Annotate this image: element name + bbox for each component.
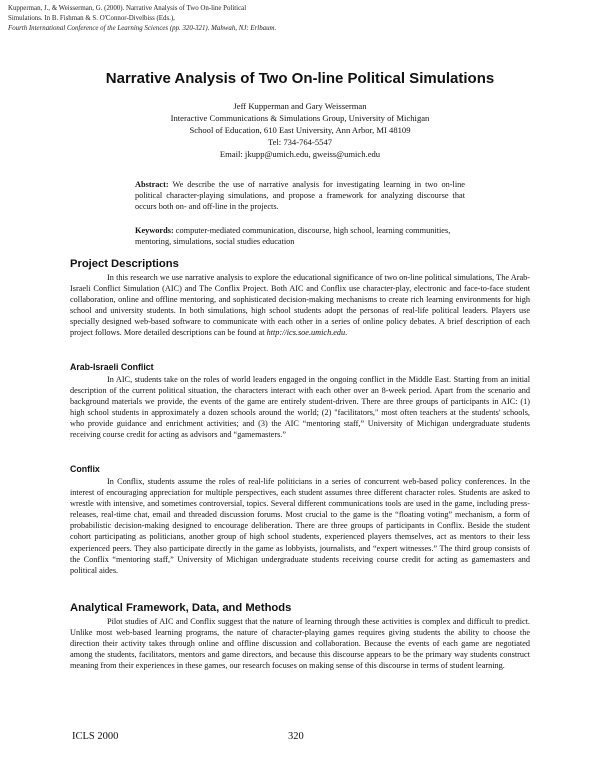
citation-line-3: Fourth International Conference of the Learning Sciences (pp. 320-321). Mahwah, NJ: Erlbaum. — [8, 25, 277, 32]
abstract-label: Abstract: — [135, 180, 169, 189]
abstract — [135, 179, 465, 212]
section-heading-conflix: Conflix — [70, 464, 100, 474]
section-text-project — [70, 272, 530, 339]
paper-title: Narrative Analysis of Two On-line Political Simulations — [105, 70, 495, 87]
section-text-framework: Pilot studies of AIC and Conflix suggest that the nature of learning through these activities is complex and difficult to predict. Unlike most web-based learning programs, the nature of character-playing games requires giving students the ability to choose the direction their activity takes through online and offline discussion and collaboration. Because the events of each game are negotiated among the students, facilitators, mentors and game directors, and because this discourse appears to be the primary way students construct meaning from their experiences in these games, our research focuses on making sense of this discourse in terms of student learning. — [70, 617, 530, 671]
citation-line-2: Simulations. In B. Fishman & S. O'Connor-Divelbiss (Eds.), — [8, 15, 175, 22]
author-block — [0, 100, 600, 160]
footer-page-number: 320 — [288, 731, 304, 742]
keywords-label: Keywords: — [135, 226, 174, 235]
project-end: . — [345, 328, 348, 338]
section-text-conflix: In Conflix, students assume the roles of real-life politicians in a series of concurrent web-based policy conferences. In the interest of encouraging appreciation for multiple perspectives, each student assumes three different character roles. Students are asked to wrestle with intensive, and sometimes controversial, topics. Several different communications tools are used in the game, including press-releases, real-time chat, email and threaded discussion forums. Most crucial to the game is the “floating voting” mechanism, a form of probabilistic decision-making designed to encourage deliberation. There are three groups of participants in Conflix. Beside the student cohort participating as politicians, another group of high school students, experienced players themselves, act as mentors to their less experienced peers. They also participate directly in the game as lobbyists, journalists, and “expert witnesses.” The third group consists of the Conflix “mentoring staff,” University of Michigan undergraduate students receiving course credit for acting as gamemasters and political aides. — [70, 477, 530, 575]
footer-conference: ICLS 2000 — [72, 731, 119, 742]
author-affiliation: Interactive Communications & Simulations Group, University of Michigan — [170, 113, 430, 123]
author-address: School of Education, 610 East University, Ann Arbor, MI 48109 — [189, 125, 411, 135]
section-heading-aic: Arab-Israeli Conflict — [70, 362, 154, 372]
citation-header — [8, 4, 528, 34]
author-email: Email: jkupp@umich.edu, gweiss@umich.edu — [219, 149, 381, 159]
project-text: In this research we use narrative analysis to explore the educational significance of two on-line political simulations, The Arab-Israeli Conflict Simulation (AIC) and The Conflix Project. Both AIC and Conflix use character-play, electronic and face-to-face student collaboration, online and offline mentoring, and sophisticated decision-making mechanisms to create rich learning environments for high school and university students. In both simulations, high school students adopt the personas of real-life political leaders. Players use specially designed web-based software to communicate with each other in a series of online policy debates. A brief description of each project follows. More detailed descriptions can be found at — [70, 273, 530, 338]
section-text-aic: In AIC, students take on the roles of world leaders engaged in the ongoing conflict in the Middle East. Starting from an initial description of the current political situation, the characters interact with each other over an 8-week period. Apart from the scenario and background materials we provide, the events of the game are entirely student-driven. There are three groups of participants in AIC: (1) high school students in approximately a dozen schools around the world; (2) "facilitators," most often teachers at the students' schools, who provide guidance and enrichment activities; and (3) the AIC “mentoring staff,” University of Michigan undergraduate students receiving course credit for acting as advisors and “gamemasters.” — [70, 375, 530, 440]
section-heading-project: Project Descriptions — [70, 258, 179, 270]
keywords — [135, 225, 465, 247]
keywords-text: computer-mediated communication, discourse, high school, learning communities, mentoring, simulations, social studies education — [135, 226, 451, 246]
abstract-text: We describe the use of narrative analysis for investigating learning in two on-line political character-playing simulations, and propose a framework for analyzing discourse that occurs both on- and off-line in the projects. — [135, 180, 465, 211]
project-url: http://ics.soe.umich.edu — [266, 328, 346, 338]
section-heading-framework: Analytical Framework, Data, and Methods — [70, 602, 292, 614]
author-names: Jeff Kupperman and Gary Weisserman — [233, 101, 367, 111]
citation-line-1: Kupperman, J., & Weisserman, G. (2000). Narrative Analysis of Two On-line Political — [8, 5, 247, 12]
author-tel: Tel: 734-764-5547 — [267, 137, 333, 147]
